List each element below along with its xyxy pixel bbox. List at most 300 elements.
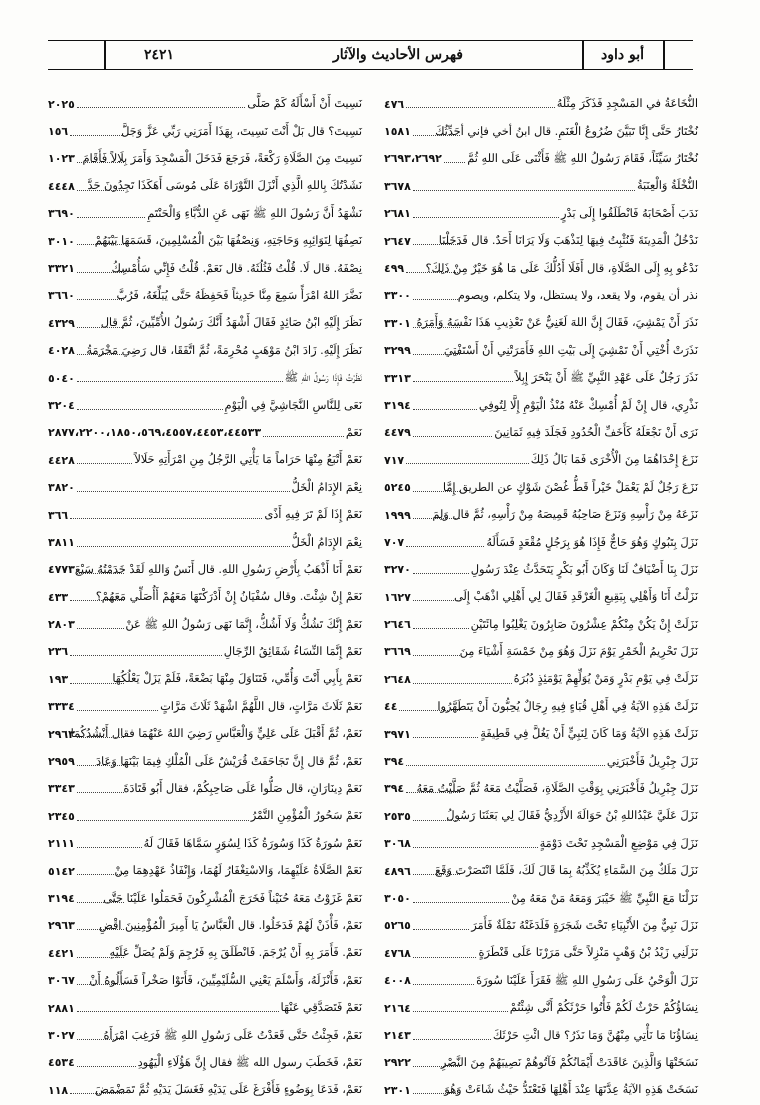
entry-text: نَذَرَتْ أُخْتِي أَنْ تَمْشِيَ إِلَى بَيْتِ اللهِ فَأَمَرَتْنِي أَنْ أَسْتَفْتِيَ [443,343,698,357]
leader-dots [77,546,290,547]
entry-text: نَعَمْ [345,425,362,439]
entry-text: نَزَلَتْ إِنْ يَكُنْ مِنْكُمْ عِشْرُونَ صَابِرُونَ يَغْلِبُوا مِائَتَيْنِ [470,617,698,631]
entry-text: نِصْفَهُ. قال لَا. قُلْتُ فَثُلُثَهُ. قال نَعَمْ. قُلْتُ فَإِنِّي سَأُمْسِكُ [111,261,362,275]
leader-dots [77,463,132,464]
index-columns [48,84,698,1097]
entry-text: نَزَلَ تَحْرِيمُ الْخَمْرِ يَوْمَ نَزَلَ وَهُوَ مِنْ خَمْسَةِ أَشْيَاءَ مِنَ [459,645,698,659]
leader-dots [413,683,512,684]
entry-text: نُخْتَارُ سَيِّئَاً، فَقَامَ رَسُولُ اللهِ ﷺ فَأَثْنَى عَلَى اللهِ ثُمَّ [467,152,698,166]
leader-dots [413,1066,460,1067]
index-entry [384,522,698,549]
entry-text: نَزَلْتُ أَنَا وَأَهْلِي بِبَقِيعِ الْغَرْقَدِ فَقَالَ لِي أَهْلِي اذْهَبْ إِلَى [453,590,698,604]
entry-text: نَعَمْ، فَأْذَنْ لَهُمْ فَدَخَلُوا. قال الْعَبَّاسُ يَا أَمِيرَ الْمُؤْمِنِينَ اقْضِ [99,919,362,932]
leader-dots [413,957,477,958]
hadith-number: ٣٣٠٠ [384,289,411,303]
entry-text: نَزَلَتْ فِي يَوْمِ بَدْرٍ وَمَنْ يُوَلِّهِمْ يَوْمَئِذٍ دُبُرَهُ [513,672,698,686]
index-entry [48,139,362,166]
index-entry [48,824,362,851]
leader-dots [413,737,478,738]
leader-dots [77,107,245,108]
leader-dots [413,491,460,492]
index-entry [48,331,362,358]
hadith-number: ٥١٤٢ [48,864,75,878]
index-entry [48,878,362,905]
index-entry [384,769,698,796]
leader-dots [70,135,124,136]
hadith-number: ٣١٩٤ [384,398,411,412]
index-entry [48,604,362,631]
index-entry [384,632,698,659]
entry-text: نَزَلَتْ هَذِهِ الآيَةُ وَمَا كَانَ لِنَبِيٍّ أَنْ يَغُلَّ فِي قَطِيفَةٍ [480,727,698,741]
hadith-number: ٣٨١١ [48,535,75,549]
index-entry [384,358,698,385]
leader-dots [413,436,492,437]
entry-text: نَزَلَ فِي مَوْضِعِ الْمَسْجِدِ تَحْتَ دَوْمَةٍ [539,836,698,850]
index-entry [48,413,362,440]
entry-text: نَزَلَنِي زَيْدُ بْنُ وَهْبٍ مَنْزِلاً حَتَّى مَرَرْنَا عَلَى قَنْطَرَةٍ [478,946,698,960]
entry-text: نَزَلَ جِبْرِيلُ فَأَخْبَرَنِي بِوَقْتِ الصَّلَاةِ، فَصَلَّيْتُ مَعَهُ ثُمَّ صَلَّيْتُ مَعَهُ [416,782,698,796]
index-entry [48,988,362,1015]
index-entry [384,550,698,577]
entry-text: نَضَّرَ اللهُ امْرَأً سَمِعَ مِنَّا حَدِيثاً فَحَفِظَهُ حَتَّى يُبَلِّغَهُ، فَرُبَّ [116,289,362,303]
leader-dots [413,1011,508,1012]
index-entry [48,659,362,686]
leader-dots [77,929,124,930]
hadith-number: ٥٠٤٠ [48,371,75,385]
leader-dots [77,327,124,328]
index-entry [48,851,362,878]
hadith-number: ٤٨٩٦ [384,864,411,878]
entry-text: نَعَمْ أَنَا أَذْهَبُ بِأَرْضِ رَسُولِ اللهِ. قال أَنَسٌ وَاللهِ لَقَدْ خَدَمْتُهُ سَبْعَ [74,562,362,576]
right-column [384,84,698,1097]
hadith-number: ٢٦٨١ [384,207,411,221]
index-entry [48,714,362,741]
entry-text: نَعَمْ إِذَا لَمْ تَرَ فِيهِ أَذًى [264,508,362,522]
hadith-number: ٣٣٣٤ [48,700,75,714]
entry-text: نذر أن يقوم، ولا يقعد، ولا يستظل، ولا يتكلم، ويصوم [457,289,698,303]
hadith-number: ٣٢٧٠ [384,563,411,577]
entry-text: نَظَرَ إِلَيْهِ. زَادَ ابْنُ مَوْهَبٍ مُحْرِمَةً، ثُمَّ اتَّفَقَا، قال رَضِيَ مَخْرَمَةُ [86,343,362,357]
hadith-number: ٣٩٤ [384,782,405,796]
leader-dots [70,1093,124,1094]
hadith-number: ٤٤٧٩ [384,426,411,440]
entry-text: نَعَمْ إِنَّمَا النِّسَاءُ شَقَائِقُ الرِّجَالِ [223,645,362,659]
hadith-number: ٣١٩٤ [48,891,75,905]
entry-text: نَعَمْ، فَأَنْزَلَهُ، وَأَسْلَمَ يَعْنِي السُّلَيْمِيِّينَ، فَأَتَوْا صَخْراً فَسَأَلُوهُ أَنْ [89,973,362,987]
index-entry [384,194,698,221]
leader-dots [77,190,124,191]
entry-text: نَظَرْتُ فَإِذَا رَسُولُ اللهِ ﷺ [284,371,362,385]
hadith-number: ٢٦٩٣،٢٦٩٢ [384,152,442,166]
index-entry [48,358,362,385]
leader-dots [406,765,605,766]
entry-text: نَعَمْ، فَدَعَا بِوَضُوءٍ فَأَفْرَغَ عَلَى يَدَيْهِ فَغَسَلَ يَدَيْهِ ثُمَّ تَمَضْمَضَ [95,1083,362,1097]
index-entry [48,440,362,467]
hadith-number: ٤٤٢٨ [48,453,75,467]
leader-dots [77,874,124,875]
index-entry [48,961,362,988]
hadith-number: ٥٢٤٥ [384,481,411,495]
leader-dots [263,436,344,437]
index-entry [384,495,698,522]
leader-dots [77,162,124,163]
index-entry [48,495,362,522]
hadith-number: ٢٥٣٥ [384,809,411,823]
hadith-number: ٣٦٦٠ [48,289,75,303]
hadith-number: ٣٣٢١ [48,261,75,275]
index-entry [48,248,362,275]
entry-text: نَعَمْ سُورَةُ كَذَا وَسُورَةُ كَذَا لِسُوَرٍ سَمَّاهَا فَقَالَ لَهُ [143,836,362,850]
leader-dots [77,272,124,273]
hadith-number: ٢٠٢٥ [48,97,75,111]
leader-dots [77,710,158,711]
index-entry [384,1070,698,1097]
index-entry [48,769,362,796]
index-entry [48,741,362,768]
hadith-number: ١٦٢٧ [384,590,411,604]
hadith-number: ٢٣٠١ [384,1083,411,1097]
entry-text: نَزَلَتْ هَذِهِ الآيَةُ فِي أَهْلِ قُبَاءٍ فِيهِ رِجَالٌ يُحِبُّونَ أَنْ يَتَطَهَّرُوا [437,699,698,713]
leader-dots [413,820,460,821]
leader-dots [406,272,460,273]
entry-text: نَسَخَتْهَا وَالَّذِينَ عَاقَدَتْ أَيْمَانُكُمْ فَآتُوهُمْ نَصِيبَهُمْ مِنَ النَّصْرِ [440,1055,698,1069]
index-entry [384,385,698,412]
index-entry [384,741,698,768]
leader-dots [413,327,460,328]
hadith-number: ٤٠٠٨ [384,974,411,988]
hadith-number: ٣٦٦ [48,508,69,522]
hadith-number: ٧١٧ [384,453,405,467]
index-entry [48,632,362,659]
index-entry [48,796,362,823]
leader-dots [413,135,460,136]
leader-dots [77,1066,136,1067]
leader-dots [77,409,223,410]
leader-dots [70,655,222,656]
book-title: أبو داود [601,47,645,63]
leader-dots [77,354,124,355]
entry-text: نُخْتَارُ حَتَّى إِنَّا تَبَيَّنَ ضُرُوعُ الْغَنَمِ. قال ابنُ أخي فإني أحَدِّثُكَ [435,124,698,138]
leader-dots [77,381,283,382]
index-entry [384,796,698,823]
index-entry [384,577,698,604]
entry-text: نَعَمْ. فَأَمَرَ بِهِ أَنْ يُرْجَمَ. فَانْطَلَقَ بِهِ فَرُجِمَ وَلَمْ يُصَلِّ عَلَيْهِ [109,946,362,960]
hadith-number: ٢١٦٤ [384,1001,411,1015]
index-entry [48,194,362,221]
index-entry [384,988,698,1015]
entry-text: نَزَعَ رَجُلٌ لَمْ يَعْمَلْ خَيْراً قَطُّ غُصْنَ شَوْكٍ عن الطريق إِمَّا [442,480,698,494]
hadith-number: ١٥٦ [48,125,69,139]
index-entry [48,84,362,111]
entry-text: نَعَمْ إِنْ شِئْتَ. وقال سُفْيَانُ إِنْ أَدْرَكْتَهَا مَعَهُمْ أَأُصَلِّي مَعَهُمْ؟ [95,590,362,604]
hadith-number: ٤٣٢٩ [48,316,75,330]
leader-dots [444,162,465,163]
hadith-number: ٣٣٠١ [384,316,411,330]
entry-text: نَزَلَ مَلَكٌ مِنَ السَّمَاءِ يُكَذِّبُهُ بِمَا قَالَ لَكَ، فَلَمَّا انْتَصَرْتَ وَقَعَ [434,864,698,878]
header-divider-edge [663,41,665,69]
entry-text: نَزَلَ عَلَيَّ عَبْدُاللهِ بْنُ حَوَالَةَ الأَزْدِيُّ فَقَالَ لِي بَعَثَنَا رَسُولُ [446,809,698,823]
index-entry [48,522,362,549]
hadith-number: ٧٠٧ [384,535,405,549]
entry-text: نِسَاؤُنَا مَا نَأْتِي مِنْهُنَّ وَمَا نَذَرُ؟ قال ائْتِ حَرْثَكَ [492,1028,698,1042]
leader-dots [413,299,460,300]
index-entry [384,331,698,358]
hadith-number: ٣٩٤ [384,755,405,769]
leader-dots [77,765,124,766]
hadith-number: ٢٩٦٣ [48,727,75,741]
leader-dots [413,847,538,848]
leader-dots [77,847,142,848]
entry-text: نِسَاؤُكُمْ حَرْثٌ لَكُمْ فَأْتُوا حَرْثَكُمْ أَنَّى شِئْتُمْ [509,1001,698,1015]
hadith-number: ٣٠٢٧ [48,1028,75,1042]
leader-dots [406,546,484,547]
hadith-number: ٢٩٢٢ [384,1056,411,1070]
leader-dots [413,190,635,191]
leader-dots [77,1039,124,1040]
index-entry [48,687,362,714]
entry-text: نَعَمْ بِأَبِي أَنْتَ وَأُمِّي، فَتَنَاوَلَ مِنْهَا بَضْعَةً، فَلَمْ يَزَلْ يَعْلُكُهَا [112,672,362,686]
entry-text: نَزَلَ الْوَحْيُ عَلَى رَسُولِ اللهِ ﷺ فَقَرَأَ عَلَيْنَا سُورَةَ [476,973,698,987]
entry-text: نَعَمْ، فَجِئْتُ حَتَّى قَعَدْتُ عَلَى رَسُولِ اللهِ ﷺ فَرَغِبَ امْرَأَهُ [103,1028,362,1042]
hadith-number: ٤٣٣ [48,590,69,604]
leader-dots [406,792,460,793]
leader-dots [77,299,124,300]
leader-dots [413,984,474,985]
leader-dots [413,1093,460,1094]
leader-dots [70,683,124,684]
hadith-number: ٤٤٤٨ [48,179,75,193]
entry-text: نَسِيتَ؟ قال بَلْ أَنْتَ نَسِيتَ، بِهَذَا أَمَرَنِي رَبِّي عَزَّ وَجَلَّ [121,124,362,138]
entry-text: النُّخْلَةُ وَالْعِنَبَةُ [636,179,698,193]
index-entry [384,440,698,467]
hadith-number: ٢٨٠٣ [48,618,75,632]
leader-dots [413,381,513,382]
hadith-number: ١٩٣ [48,672,69,686]
entry-text: نَعَمْ غَزَوْتُ مَعَهُ حُنَيْناً فَخَرَجَ الْمُشْرِكُونَ فَحَمَلُوا عَلَيْنَا حَتَّى [103,891,362,905]
hadith-number: ٤٤٢١ [48,946,75,960]
hadith-number: ٤٩٩ [384,261,405,275]
hadith-number: ٢١١١ [48,837,75,851]
leader-dots [413,874,460,875]
leader-dots [77,244,124,245]
entry-text: نَعَمْ الصَّلَاةُ عَلَيْهِمَا، وَالاسْتِغْفَارُ لَهُمَا، وَإِنْفَاذُ عَهْدِهِمَا مِنْ [114,864,362,878]
index-entry [48,166,362,193]
leader-dots [413,244,460,245]
hadith-number: ٢٦٤٦ [384,618,411,632]
hadith-number: ٤٠٢٨ [48,344,75,358]
entry-text: نَرَى أَنْ نَجْعَلَهُ كَأَخَفِّ الْحُدُودِ فَجَلَدَ فِيهِ ثَمَانِينَ [494,425,698,439]
index-entry [384,248,698,275]
running-header [48,40,693,70]
leader-dots [413,929,469,930]
index-entry [384,276,698,303]
hadith-number: ٣٠١٠ [48,234,75,248]
entry-text: نَسِيتَ أَنْ أَسْأَلَهُ كَمْ صَلَّى [247,97,362,111]
leader-dots [77,491,290,492]
hadith-number: ٣٠٦٨ [384,837,411,851]
hadith-number: ٤٧٦٨ [384,946,411,960]
entry-text: نَشَدْتُكَ بِاللهِ الَّذِي أَنْزَلَ التَّوْرَاةَ عَلَى مُوسَى أَهَكَذَا تَجِدُونَ حَدَّ [87,179,362,193]
index-title: فهرس الأحاديث والآثار [333,47,463,63]
leader-dots [77,217,145,218]
hadith-number: ٣٦٩٠ [48,207,75,221]
entry-text: نَعَمْ ثَلَاثَ مَرَّاتٍ، قال اللَّهُمَّ اشْهَدْ ثَلَاثَ مَرَّاتٍ [160,699,362,713]
entry-text: نَدَبَ أَصْحَابَهُ فَانْطَلَقُوا إِلَى بَدْرٍ [561,206,698,220]
hadith-number: ٣٠٥٠ [384,891,411,905]
index-entry [48,385,362,412]
left-column [48,84,362,1097]
index-entry [384,878,698,905]
entry-text: نَعَمْ فَتَصَدَّقِي عَنْهَا [280,1001,362,1015]
index-entry [384,111,698,138]
hadith-number: ٢٣٦ [48,645,69,659]
entry-text: نَذْرِي، قال إِنْ لَمْ أُمْسِكْ عَنْهُ مُنْذُ الْيَوْمِ إِلَّا لِتُوفِي [478,398,698,412]
entry-text: نَشْهَدُ أَنَّ رَسُولَ اللهِ ﷺ نَهَى عَنِ الدُّبَّاءِ وَالْحَنْتَمِ [147,206,362,220]
hadith-number: ٢٩٦٣ [48,919,75,933]
entry-text: نَعَمْ، فَخَطَبَ رسول الله ﷺ فقال إِنَّ هَؤُلَاءِ الْيَهُودِ [137,1055,362,1069]
index-entry [384,166,698,193]
hadith-number: ٣٦٧٨ [384,179,411,193]
entry-text: نَزَلْنَا مَعَ النَّبِيِّ ﷺ خَيْبَرَ وَمَعَهُ مَنْ مَعَهُ مِنْ [511,891,698,905]
leader-dots [77,737,124,738]
leader-dots [77,573,124,574]
leader-dots [70,600,124,601]
index-entry [384,824,698,851]
hadith-number: ٤٥٣٤ [48,1056,75,1070]
leader-dots [70,518,262,519]
leader-dots [413,217,559,218]
index-entry [384,221,698,248]
index-entry [384,604,698,631]
index-entry [384,961,698,988]
leader-dots [406,107,555,108]
leader-dots [413,573,469,574]
hadith-number: ١٥٨١ [384,125,411,139]
index-entry [384,303,698,330]
entry-text: نَعَمْ دِينَارَانِ، قال صَلُّوا عَلَى صَاحِبِكُمْ، فقال أَبُو قَتَادَةَ [123,782,362,796]
hadith-number: ٤٧٧٣ [48,563,75,577]
index-entry [48,111,362,138]
hadith-number: ٤٤ [384,700,398,714]
leader-dots [413,1039,491,1040]
leader-dots [77,792,124,793]
leader-dots [413,655,460,656]
page-number: ٢٤٢١ [143,47,175,63]
hadith-number: ٣٦٦٩ [384,645,411,659]
hadith-number: ٢٦٤٨ [384,672,411,686]
index-entry [384,413,698,440]
hadith-number: ١٠٢٣ [48,152,75,166]
leader-dots [77,628,124,629]
hadith-number: ٢٨٧٧،٢٢٠٠،١٨٥٠،٥٦٩،٤٥٥٧،٤٤٥٣،٤٤٥٣٣ [48,426,262,440]
entry-text: نَظَرَ إِلَيْهِ ابْنُ صَائِدٍ فَقَالَ أَشْهَدُ أَنَّكَ رَسُولُ الأُمِّيِّينَ، ثُمَّ قال [100,316,362,330]
leader-dots [77,1011,279,1012]
leader-dots [413,354,460,355]
entry-text: النُّخَاعَةُ في المَسْجِدِ فَذَكَرَ مِثْلَهُ [556,97,698,111]
leader-dots [77,820,249,821]
index-entry [48,1043,362,1070]
entry-text: نَدْعُو بِهِ إِلَى الصَّلَاةِ، قال أَفَلَا أَدُلُّكَ عَلَى مَا هُوَ خَيْرٌ مِنْ ذَلِكَ؟ [425,261,698,275]
entry-text: نَعَمْ، ثُمَّ قال إِنَّ تَجَاحَفَتْ قُرَيْشٌ عَلَى الْمُلْكِ فِيمَا بَيْنَهَا وَعَادَ [96,754,362,768]
entry-text: نَزَلَ جِبْرِيلُ فَأَخْبَرَنِي [606,754,698,768]
entry-text: نَذَرَ أَنْ يَمْشِيَ، فَقَالَ إِنَّ اللهَ لَغَنِيٌّ عَنْ تَعْذِيبِ هَذَا نَفْسَهُ وَأَمَرَهُ [416,316,698,330]
entry-text: نَزَلَ بِنَا أَضْيَافٌ لَنَا وَكَانَ أَبُو بَكْرٍ يَتَحَدَّثُ عِنْدَ رَسُولِ [470,562,698,576]
index-entry [384,687,698,714]
entry-text: نَزَلَ نَبِيٌّ مِنَ الأَنْبِيَاءِ تَحْتَ شَجَرَةٍ فَلَدَغَتْهُ نَمْلَةٌ فَأَمَرَ [471,919,698,932]
entry-text: نَزَلَ بِتَبُوكٍ وَهُوَ حَاجٌّ فَإِذَا هُوَ بِرَجُلٍ مُقْعَدٍ فَسَأَلَهُ [486,535,698,549]
hadith-number: ٣٢٩٩ [384,344,411,358]
hadith-number: ٣٩٧١ [384,727,411,741]
hadith-number: ٣٨٢٠ [48,481,75,495]
index-entry [384,84,698,111]
hadith-number: ٣٣١٣ [384,371,411,385]
index-entry [384,659,698,686]
leader-dots [413,628,469,629]
index-entry [48,906,362,933]
entry-text: نَسَخَتْ هَذِهِ الآيَةُ عِدَّتَهَا عِنْدَ أَهْلِهَا فَتَعْتَدُّ حَيْثُ شَاءَتْ وَهُوَ [444,1083,698,1097]
entry-text: نَزَعَهُ مِنْ رَأْسِهِ وَنَزَعَ صَاحِبُهُ قَمِيصَهُ مِنْ رَأْسِهِ، ثُمَّ قال وَلِمَ [432,508,698,522]
entry-text: نَعَمْ أَتْبَعُ مِنْهَا حَرَاماً مَا يَأْتِي الرَّجُلُ مِنِ امْرَأَتِهِ حَلَالاً [134,453,362,467]
index-entry [384,467,698,494]
hadith-number: ٣٣٤٣ [48,782,75,796]
index-entry [48,1015,362,1042]
entry-text: نَذَرَ رَجُلٌ عَلَى عَهْدِ النَّبِيِّ ﷺ أَنْ يَنْحَرَ إِبِلاً [514,371,698,385]
hadith-number: ٢٩٥٩ [48,755,75,769]
index-entry [384,1015,698,1042]
hadith-number: ٢٣٤٥ [48,809,75,823]
entry-text: نَصِفُهَا لِنَوَائِبِهِ وَحَاجَتِهِ، وَنِصْفُهَا بَيْنَ الْمُسْلِمِينَ، قَسَمَهَا بَيْنَهُمْ [94,234,362,248]
hadith-number: ٤٧٦ [384,97,405,111]
hadith-number: ٣٢٠٤ [48,398,75,412]
index-entry [48,221,362,248]
leader-dots [406,463,529,464]
index-entry [384,139,698,166]
hadith-number: ٢٦٤٧ [384,234,411,248]
entry-text: نَعَمْ إِنَّكَ تَشُكُّ وَلَا أَشُكُّ، إِنَّمَا نَهَى رَسُولُ اللهِ ﷺ عَنْ [125,617,362,631]
index-entry [384,906,698,933]
index-entry [48,467,362,494]
index-entry [48,1070,362,1097]
index-entry [48,276,362,303]
hadith-number: ٥٢٦٥ [384,919,411,933]
entry-text: نَزَعَ إِحْدَاهُمَا مِنَ الْأُخْرَى فَمَا بَالُ ذَلِكَ [530,453,698,467]
index-entry [48,933,362,960]
index-entry [384,714,698,741]
entry-text: نَعَى لِلنَّاسِ النَّجَاشِيَّ فِي الْيَوْمِ [224,398,362,412]
entry-text: نَعَمْ، ثُمَّ أَقْبَلَ عَلَى عَلِيٍّ وَالْعَبَّاسِ رَضِيَ اللهُ عَنْهُمَا فقال أَنْشُدُكُمَا [70,727,362,741]
leader-dots [399,710,460,711]
index-entry [384,933,698,960]
index-entry [384,851,698,878]
index-entry [48,303,362,330]
hadith-number: ١٩٩٩ [384,508,411,522]
entry-text: نِعْمَ الإِدَامُ الْخَلُّ [291,480,362,494]
leader-dots [413,902,509,903]
hadith-number: ٢١٤٣ [384,1028,411,1042]
entry-text: نَسِيتَ مِنَ الصَّلَاةِ رَكْعَةً، فَرَجَعَ فَدَخَلَ الْمَسْجِدَ وَأَمَرَ بِلَالاً فَأَقَامَ [82,152,362,166]
leader-dots [413,600,460,601]
entry-text: نَعَمْ سَحُورُ الْمُؤْمِنِ التَّمْرُ [250,809,362,823]
leader-dots [77,902,124,903]
index-entry [48,577,362,604]
entry-text: نِعْمَ الإِدَامُ الْخَلُّ [291,535,362,549]
leader-dots [77,984,124,985]
index-entry [384,1043,698,1070]
leader-dots [413,518,460,519]
hadith-number: ١١٨ [48,1083,69,1097]
entry-text: نَدْخُلُ الْمَدِينَةَ فَنُثْبِتُ فِيهَا لِنَذْهَبَ وَلَا يَرَانَا أَحَدٌ. قال فَدَخَلْنَا [438,234,698,248]
hadith-number: ٣٠٦٧ [48,974,75,988]
